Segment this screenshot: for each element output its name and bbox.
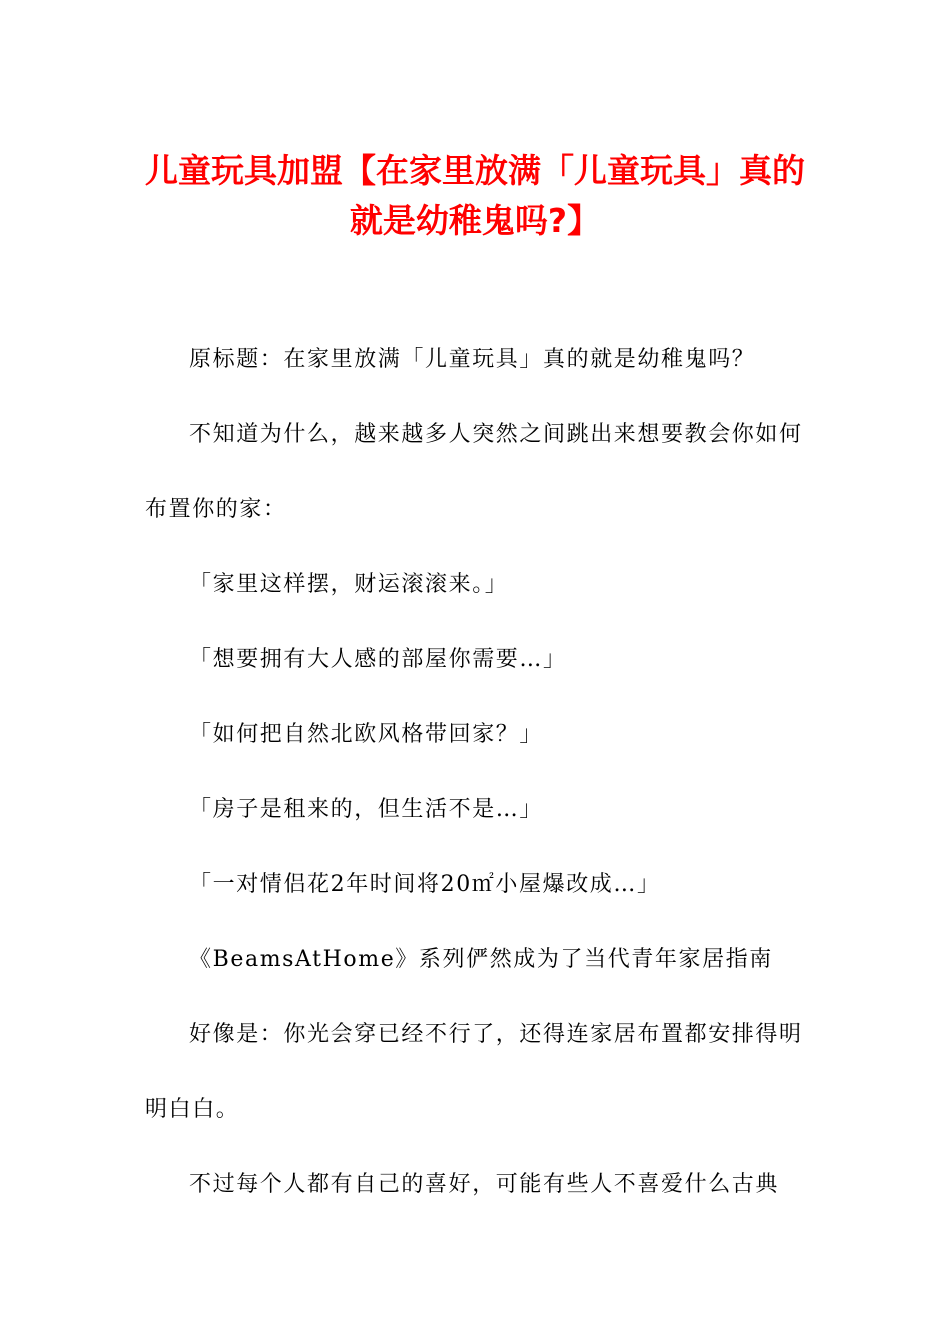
paragraph-quote-fortune: 「家里这样摆，财运滚滚来。」 bbox=[189, 572, 509, 597]
paragraph-personal-preference: 不过每个人都有自己的喜好，可能有些人不喜爱什么古典 bbox=[189, 1172, 780, 1197]
paragraph-quote-rented-house: 「房子是租来的，但生活不是…」 bbox=[189, 797, 544, 822]
paragraph-quote-nordic-style: 「如何把自然北欧风格带回家？」 bbox=[189, 722, 544, 747]
document-title: 儿童玩具加盟【在家里放满「儿童玩具」真的就是幼稚鬼吗?】 bbox=[145, 151, 805, 240]
paragraph-home-arrangement: 好像是：你光会穿已经不行了，还得连家居布置都安排得明明白白。 bbox=[145, 1022, 803, 1122]
paragraph-intro: 不知道为什么，越来越多人突然之间跳出来想要教会你如何布置你的家： bbox=[145, 422, 803, 522]
paragraph-original-title: 原标题：在家里放满「儿童玩具」真的就是幼稚鬼吗？ bbox=[189, 347, 756, 372]
document-body bbox=[145, 322, 805, 1222]
paragraph-quote-couple-renovation: 「一对情侣花2年时间将20㎡小屋爆改成…」 bbox=[189, 872, 661, 897]
paragraph-quote-adult-room: 「想要拥有大人感的部屋你需要…」 bbox=[189, 647, 567, 672]
paragraph-beams-at-home: 《BeamsAtHome》系列俨然成为了当代青年家居指南 bbox=[189, 947, 773, 972]
